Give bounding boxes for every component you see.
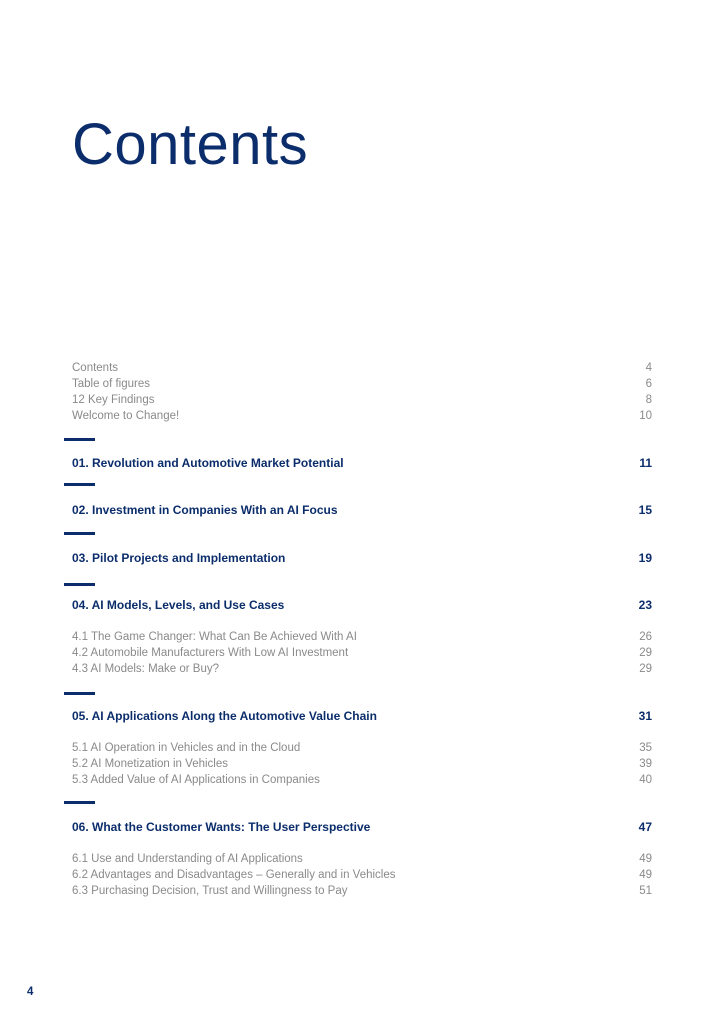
toc-entry-page: 49 bbox=[639, 853, 652, 865]
toc-entry-page: 40 bbox=[639, 774, 652, 786]
chapter-page: 31 bbox=[638, 709, 652, 723]
toc-entry-label: 12 Key Findings bbox=[72, 394, 155, 406]
toc-entry-page: 49 bbox=[639, 869, 652, 881]
chapter-divider bbox=[64, 483, 95, 486]
toc-entry-page: 51 bbox=[639, 885, 652, 897]
toc-entry-label: 4.3 AI Models: Make or Buy? bbox=[72, 663, 220, 675]
chapter-entry[interactable] bbox=[72, 455, 652, 471]
toc-entry-page: 29 bbox=[639, 647, 652, 659]
chapter-divider bbox=[64, 438, 95, 441]
chapter-entry[interactable] bbox=[72, 502, 652, 518]
toc-entry[interactable] bbox=[72, 772, 652, 788]
page-number: 4 bbox=[27, 986, 34, 998]
toc-entry-label: 6.2 Advantages and Disadvantages – Generally and in Vehicles bbox=[72, 869, 396, 881]
chapter-divider bbox=[64, 532, 95, 535]
toc-entry-page: 6 bbox=[645, 378, 652, 390]
toc-entry-label: 4.2 Automobile Manufacturers With Low AI Investment bbox=[72, 647, 349, 659]
toc-entry-label: 6.3 Purchasing Decision, Trust and Willingness to Pay bbox=[72, 885, 348, 897]
toc-entry-page: 8 bbox=[645, 394, 652, 406]
toc-entry[interactable] bbox=[72, 645, 652, 661]
chapter-title: 04. AI Models, Levels, and Use Cases bbox=[72, 598, 285, 612]
toc-entry[interactable] bbox=[72, 740, 652, 756]
toc-entry[interactable] bbox=[72, 883, 652, 899]
chapter-divider bbox=[64, 583, 95, 586]
toc-entry[interactable] bbox=[72, 392, 652, 408]
toc-entry-label: 5.3 Added Value of AI Applications in Companies bbox=[72, 774, 320, 786]
toc-entry-label: 6.1 Use and Understanding of AI Applications bbox=[72, 853, 303, 865]
chapter-divider bbox=[64, 692, 95, 695]
toc-entry[interactable] bbox=[72, 376, 652, 392]
toc-entry-page: 10 bbox=[639, 410, 652, 422]
chapter-title: 05. AI Applications Along the Automotive Value Chain bbox=[72, 709, 377, 723]
chapter-entry[interactable] bbox=[72, 708, 652, 724]
chapter-entry[interactable] bbox=[72, 597, 652, 613]
toc-entry-label: 4.1 The Game Changer: What Can Be Achieved With AI bbox=[72, 631, 357, 643]
toc-entry[interactable] bbox=[72, 756, 652, 772]
chapter-title: 01. Revolution and Automotive Market Potential bbox=[72, 456, 344, 470]
toc-entry-label: Contents bbox=[72, 362, 119, 374]
toc-entry[interactable] bbox=[72, 867, 652, 883]
page-title: Contents bbox=[72, 112, 309, 177]
chapter-title: 02. Investment in Companies With an AI Focus bbox=[72, 503, 338, 517]
chapter-entry[interactable] bbox=[72, 819, 652, 835]
chapter-title: 03. Pilot Projects and Implementation bbox=[72, 551, 286, 565]
toc-entry[interactable] bbox=[72, 408, 652, 424]
toc-entry-label: Table of figures bbox=[72, 378, 150, 390]
toc-entry-page: 39 bbox=[639, 758, 652, 770]
toc-entry[interactable] bbox=[72, 629, 652, 645]
chapter-entry[interactable] bbox=[72, 550, 652, 566]
chapter-page: 15 bbox=[638, 503, 652, 517]
toc-entry-page: 29 bbox=[639, 663, 652, 675]
toc-entry[interactable] bbox=[72, 661, 652, 677]
toc-entry-label: 5.2 AI Monetization in Vehicles bbox=[72, 758, 228, 770]
section-list bbox=[72, 629, 652, 677]
chapter-title: 06. What the Customer Wants: The User Perspective bbox=[72, 820, 371, 834]
front-matter-list bbox=[72, 360, 652, 424]
toc-entry[interactable] bbox=[72, 360, 652, 376]
chapter-page: 11 bbox=[639, 456, 652, 470]
chapter-page: 47 bbox=[638, 820, 652, 834]
toc-entry-label: 5.1 AI Operation in Vehicles and in the Cloud bbox=[72, 742, 301, 754]
toc-entry-label: Welcome to Change! bbox=[72, 410, 180, 422]
section-list bbox=[72, 851, 652, 899]
toc-entry[interactable] bbox=[72, 851, 652, 867]
toc-entry-page: 35 bbox=[639, 742, 652, 754]
section-list bbox=[72, 740, 652, 788]
toc-entry-page: 26 bbox=[639, 631, 652, 643]
chapter-page: 19 bbox=[638, 551, 652, 565]
chapter-divider bbox=[64, 801, 95, 804]
toc-entry-page: 4 bbox=[645, 362, 652, 374]
chapter-page: 23 bbox=[638, 598, 652, 612]
